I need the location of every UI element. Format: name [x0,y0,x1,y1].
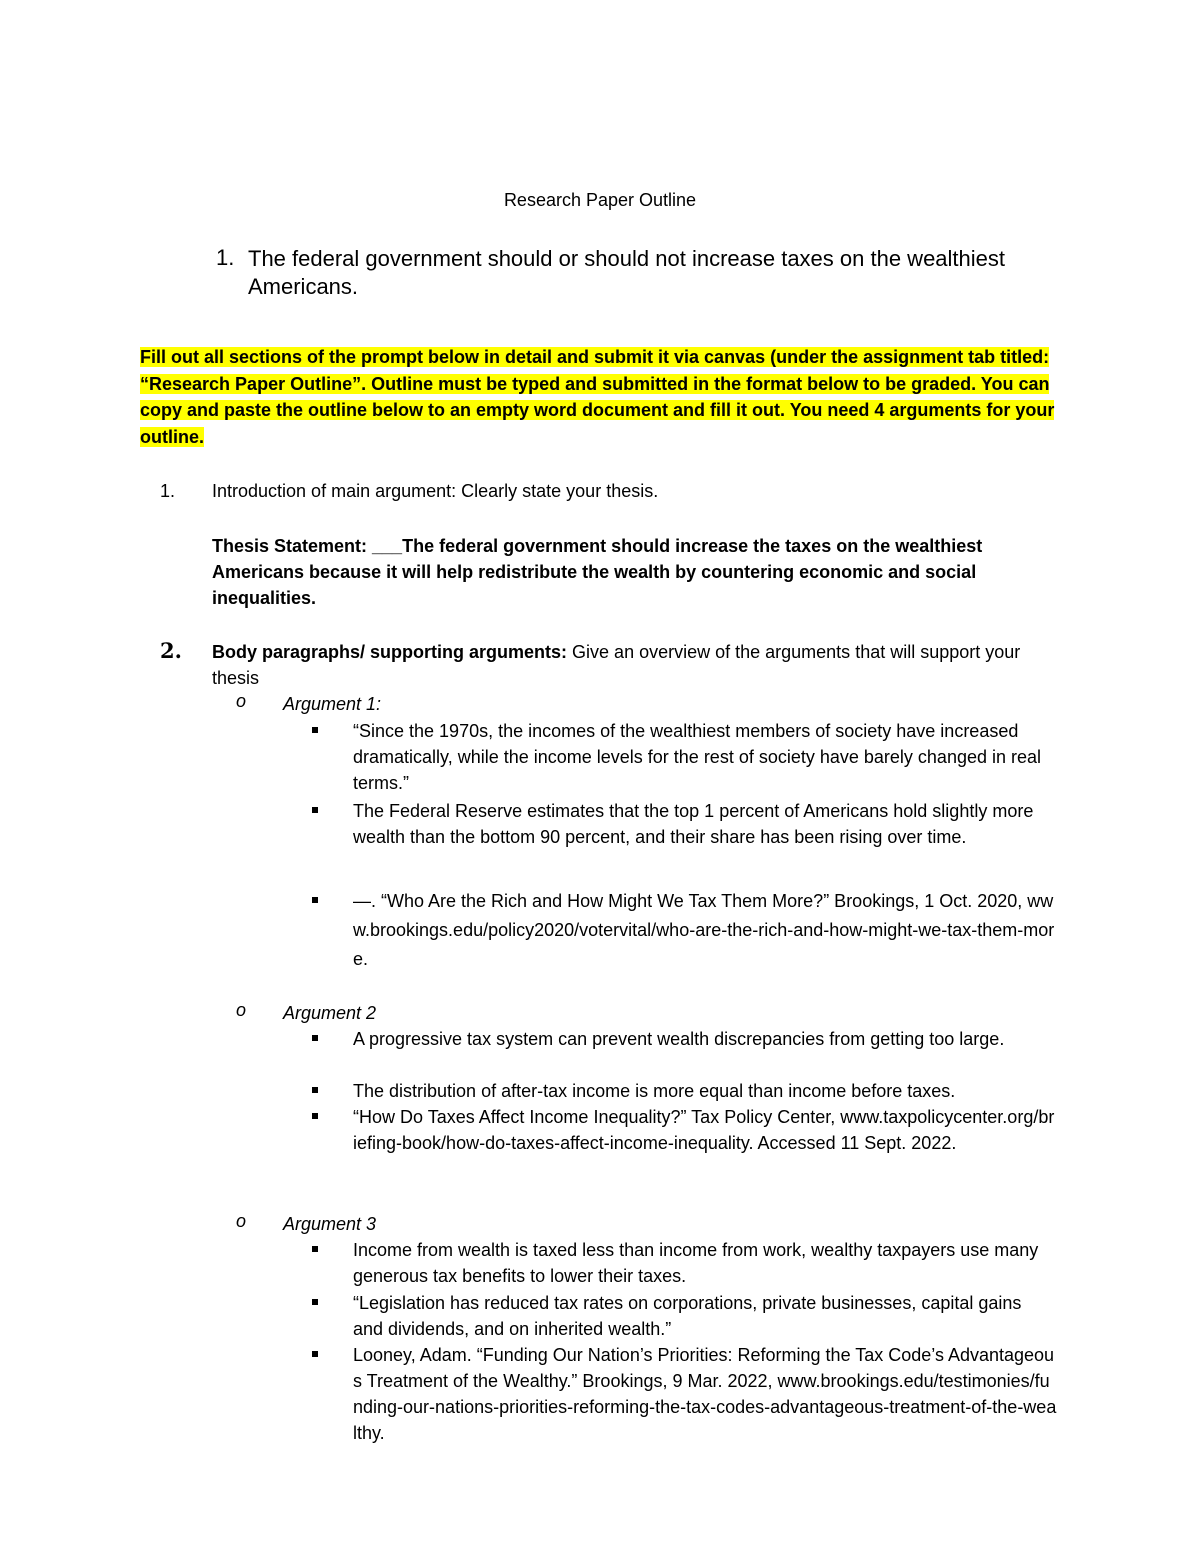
section-2-number: 2. [160,638,182,663]
page-title: Research Paper Outline [503,190,697,210]
topic-number: 1. [216,245,235,270]
topic-text: The federal government should or should not increase taxes on the wealthiest Americans. [248,246,1006,299]
bullet-square-icon [312,1113,318,1119]
thesis-statement: Thesis Statement: ___The federal government should increase the taxes on the wealthiest Americans because it will help redistribute the wealth by countering economic and social inequalities. [212,536,983,608]
bullet-square-icon [312,1299,318,1305]
argument-1-marker: o [236,691,247,711]
bullet-square-icon [312,1246,318,1252]
argument-1-point-2: The Federal Reserve estimates that the top 1 percent of Americans hold slightly more wealth than the bottom 90 percent, and their share has been rising over time. [353,801,1034,847]
argument-1-point-3: —. “Who Are the Rich and How Might We Tax Them More?” Brookings, 1 Oct. 2020, www.brookings.edu/policy2020/votervital/who-are-the-rich-and-how-might-we-tax-them-more. [353,891,1055,969]
argument-3-label: Argument 3 [283,1214,377,1234]
section-1-number: 1. [160,481,176,501]
section-2-paragraph [212,639,1062,691]
argument-2-point-3: “How Do Taxes Affect Income Inequality?” Tax Policy Center, www.taxpolicycenter.org/briefing-book/how-do-taxes-affect-income-inequality. Accessed 11 Sept. 2022. [353,1107,1055,1153]
bullet-square-icon [312,727,318,733]
section-2-heading: Body paragraphs/ supporting arguments: [212,642,568,662]
instructions-text: Fill out all sections of the prompt below in detail and submit it via canvas (under the assignment tab titled: “Research Paper Outline”. Outline must be typed and submitted in the format below to be graded. You can copy and paste the outline below to an empty word document and fill it out. You need 4 arguments for your outline. [140,347,1055,447]
bullet-square-icon [312,1035,318,1041]
instructions-highlight [140,344,1060,450]
argument-1-label: Argument 1: [283,694,382,714]
argument-2-point-1: A progressive tax system can prevent wealth discrepancies from getting too large. [353,1029,1005,1049]
argument-2-label: Argument 2 [283,1003,377,1023]
bullet-square-icon [312,897,318,903]
argument-1-point-1: “Since the 1970s, the incomes of the wealthiest members of society have increased dramatically, while the income levels for the rest of society have barely changed in real terms.” [353,721,1042,793]
argument-3-point-2: “Legislation has reduced tax rates on corporations, private businesses, capital gains and dividends, and on inherited wealth.” [353,1293,1022,1339]
section-2-text: Give an overview of the arguments that will support your thesis [212,642,1021,688]
section-1-text: Introduction of main argument: Clearly state your thesis. [212,481,659,501]
argument-3-point-3: Looney, Adam. “Funding Our Nation’s Priorities: Reforming the Tax Code’s Advantageous Treatment of the Wealthy.” Brookings, 9 Mar. 2022, www.brookings.edu/testimonies/funding-our-nations-priorities-reforming-the-tax-codes-advantageous-treatment-of-the-wealthy. [353,1345,1057,1443]
bullet-square-icon [312,1351,318,1357]
bullet-square-icon [312,807,318,813]
argument-3-marker: o [236,1211,247,1231]
argument-2-marker: o [236,1000,247,1020]
bullet-square-icon [312,1087,318,1093]
argument-2-point-2: The distribution of after-tax income is more equal than income before taxes. [353,1081,956,1101]
argument-3-point-1: Income from wealth is taxed less than income from work, wealthy taxpayers use many generous tax benefits to lower their taxes. [353,1240,1039,1286]
